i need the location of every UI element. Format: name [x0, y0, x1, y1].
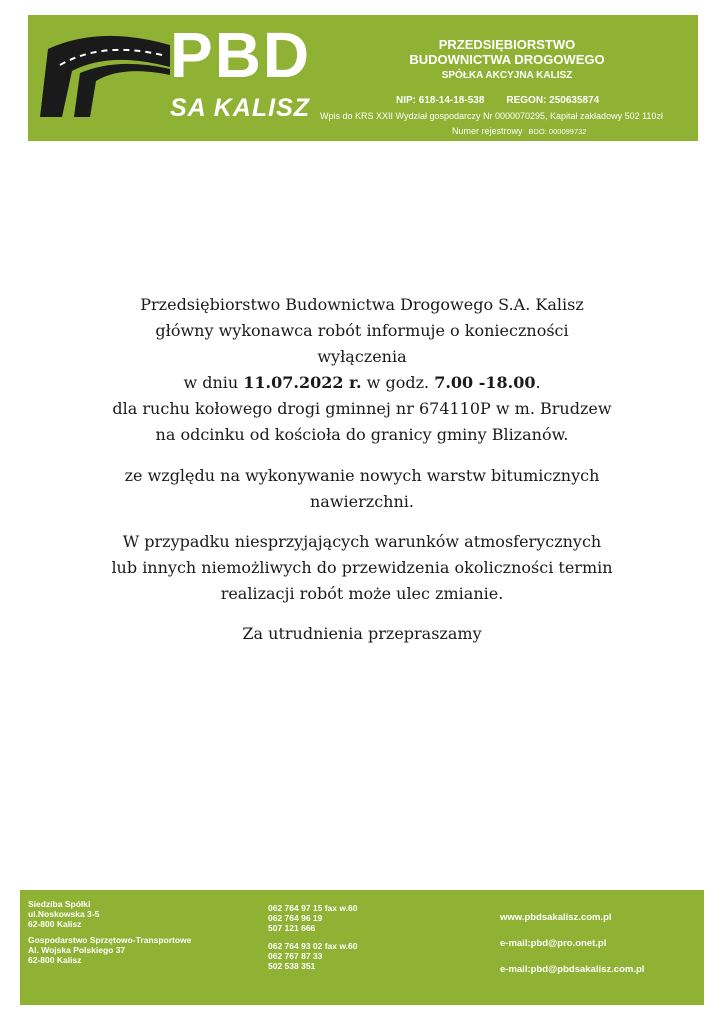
registration-ids — [396, 95, 599, 106]
condition-line: realizacji robót może ulec zmianie. — [220, 584, 504, 603]
road-logo-icon — [40, 27, 170, 117]
hq-title: Siedziba Spółki — [28, 899, 91, 909]
notice-line: na odcinku od kościoła do granicy gminy Blizanów. — [155, 425, 569, 444]
closure-hours: 7.00 -18.00 — [434, 373, 536, 392]
notice-line: Przedsiębiorstwo Budownictwa Drogowego S.A. Kalisz — [140, 295, 584, 314]
condition-line: W przypadku niesprzyjających warunków atmosferycznych — [122, 532, 602, 551]
phone-number: 062 764 97 15 fax w.60 — [268, 903, 358, 913]
footer-phones — [268, 903, 357, 971]
notice-line: główny wykonawca robót informuje o konieczności — [155, 321, 569, 340]
nip-number: NIP: 618-14-18-538 — [396, 95, 485, 106]
letterhead-header — [28, 15, 698, 141]
phone-number: 507 121 666 — [268, 923, 316, 933]
logo-subtext: SA KALISZ — [170, 94, 311, 122]
notice-body — [60, 292, 664, 647]
register-label: Numer rejestrowy — [452, 126, 523, 136]
phone-number: 502 538 351 — [268, 961, 316, 971]
phone-number: 062 764 96 19 — [268, 913, 323, 923]
footer-contacts — [500, 912, 644, 976]
letterhead-footer — [20, 890, 704, 1005]
phone-number: 062 764 93 02 fax w.60 — [268, 941, 358, 951]
krs-entry: Wpis do KRS XXII Wydział gospodarczy Nr 0000070295, Kapitał zakładowy 502 110zł — [320, 111, 663, 121]
closure-date: 11.07.2022 r. — [243, 373, 362, 392]
company-name-line2: BUDOWNICTWA DROGOWEGO — [409, 52, 605, 67]
notice-line: wyłączenia — [317, 347, 407, 366]
hq-city: 62-800 Kalisz — [28, 919, 82, 929]
hq-street: ul.Noskowska 3-5 — [28, 909, 100, 919]
date-prefix: w dniu — [183, 373, 244, 392]
notice-date-line — [60, 370, 664, 396]
reason-line: ze względu na wykonywanie nowych warstw bitumicznych — [124, 466, 600, 485]
hours-prefix: w godz. — [361, 373, 435, 392]
company-name-line3: SPÓŁKA AKCYJNA KALISZ — [441, 70, 573, 81]
branch-title: Gospodarstwo Sprzętowo-Transportowe — [28, 935, 192, 945]
regon-number: REGON: 250635874 — [506, 95, 600, 106]
phone-number: 062 767 87 33 — [268, 951, 323, 961]
logo-text: PBD — [170, 19, 312, 91]
bdo-number: BDO: 000099732 — [528, 127, 587, 136]
company-name-line1: PRZEDSIĘBIORSTWO — [438, 37, 576, 52]
footer-addresses — [28, 899, 191, 965]
branch-city: 62-800 Kalisz — [28, 955, 82, 965]
email-link[interactable]: e-mail:pbd@pro.onet.pl — [500, 938, 607, 949]
email-link[interactable]: e-mail:pbd@pbdsakalisz.com.pl — [500, 964, 645, 975]
reason-line: nawierzchni. — [310, 492, 414, 511]
date-suffix: . — [535, 373, 541, 392]
apology-line: Za utrudnienia przepraszamy — [242, 624, 482, 643]
register-number — [452, 126, 586, 136]
condition-line: lub innych niemożliwych do przewidzenia okoliczności termin — [111, 558, 613, 577]
website-link[interactable]: www.pbdsakalisz.com.pl — [500, 912, 612, 923]
notice-line: dla ruchu kołowego drogi gminnej nr 674110P w m. Brudzew — [112, 399, 612, 418]
branch-street: Al. Wojska Polskiego 37 — [28, 945, 126, 955]
